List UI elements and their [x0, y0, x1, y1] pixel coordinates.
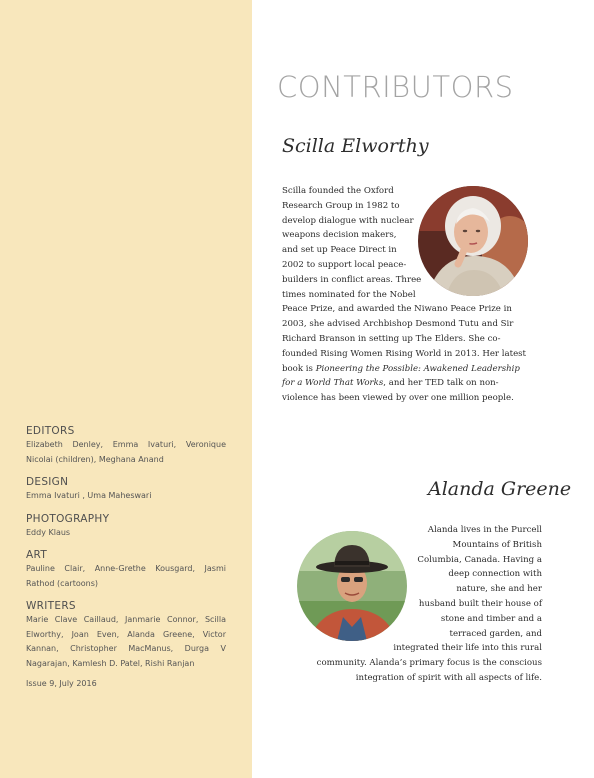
- credit-heading: DESIGN: [26, 476, 69, 488]
- credit-body: Elizabeth Denley, Emma Ivaturi, Veronique Nicolai (children), Meghana Anand: [26, 440, 226, 464]
- credit-editors: [26, 424, 226, 467]
- book-title: Pioneering the Possible: Awakened Leadership for a World That Works: [282, 363, 520, 389]
- credit-writers: [26, 599, 226, 671]
- credits-list: [26, 424, 226, 688]
- credit-art: [26, 548, 226, 591]
- credit-body: Eddy Klaus: [26, 527, 71, 537]
- credit-body: Pauline Clair, Anne-Grethe Kousgard, Jasmi Rathod (cartoons): [26, 564, 226, 588]
- portrait-photo-icon: [418, 186, 528, 296]
- page-title: CONTRIBUTORS: [277, 70, 514, 104]
- contributor-name: Alanda Greene: [428, 478, 572, 500]
- portrait-alanda-greene: [297, 531, 407, 641]
- credits-sidebar: [0, 0, 252, 778]
- portrait-scilla-elworthy: [418, 186, 528, 296]
- credit-heading: PHOTOGRAPHY: [26, 512, 110, 525]
- credit-photography: [26, 512, 226, 541]
- credit-body: Emma Ivaturi , Uma Maheswari: [26, 491, 152, 500]
- portrait-photo-icon: [297, 531, 407, 641]
- credit-body: Marie Clave Caillaud, Janmarie Connor, Scilla Elworthy, Joan Even, Alanda Greene, Victor Kannan, Christopher MacManus, Durga V Nagarajan, Kamlesh D. Patel, Rishi Ranjan: [26, 615, 226, 668]
- credit-heading: EDITORS: [26, 425, 75, 437]
- issue-date: Issue 9, July 2016: [26, 679, 97, 688]
- bio-text: Scilla founded the Oxford Research Group in 1982 to develop dialogue with nuclear weapons decision makers, and set up Peace Direct in 2002 to support local peace-builders in conflict areas. Three times nominated for the Nobel Peace Prize, and awarded the Niwano Peace Prize in 2003, she advised Archbishop Desmond Tutu and Sir Richard Branson in setting up The Elders. She co-founded Rising Women Rising World in 2013. Her latest book is: [282, 186, 527, 374]
- credit-heading: ART: [26, 549, 48, 561]
- credit-design: [26, 475, 226, 504]
- bio-text: Alanda lives in the Purcell Mountains of British Columbia, Canada. Having a deep connection with nature, she and her husband built their house of stone and timber and a terraced garden, and integrated their life into this rural community. Alanda’s primary focus is the conscious integration of spirit with all aspects of life.: [316, 525, 542, 683]
- contributor-name: Scilla Elworthy: [282, 135, 429, 157]
- credit-heading: WRITERS: [26, 600, 76, 612]
- bio-text: , and her TED talk on non-violence has been viewed by over one million people.: [282, 378, 514, 404]
